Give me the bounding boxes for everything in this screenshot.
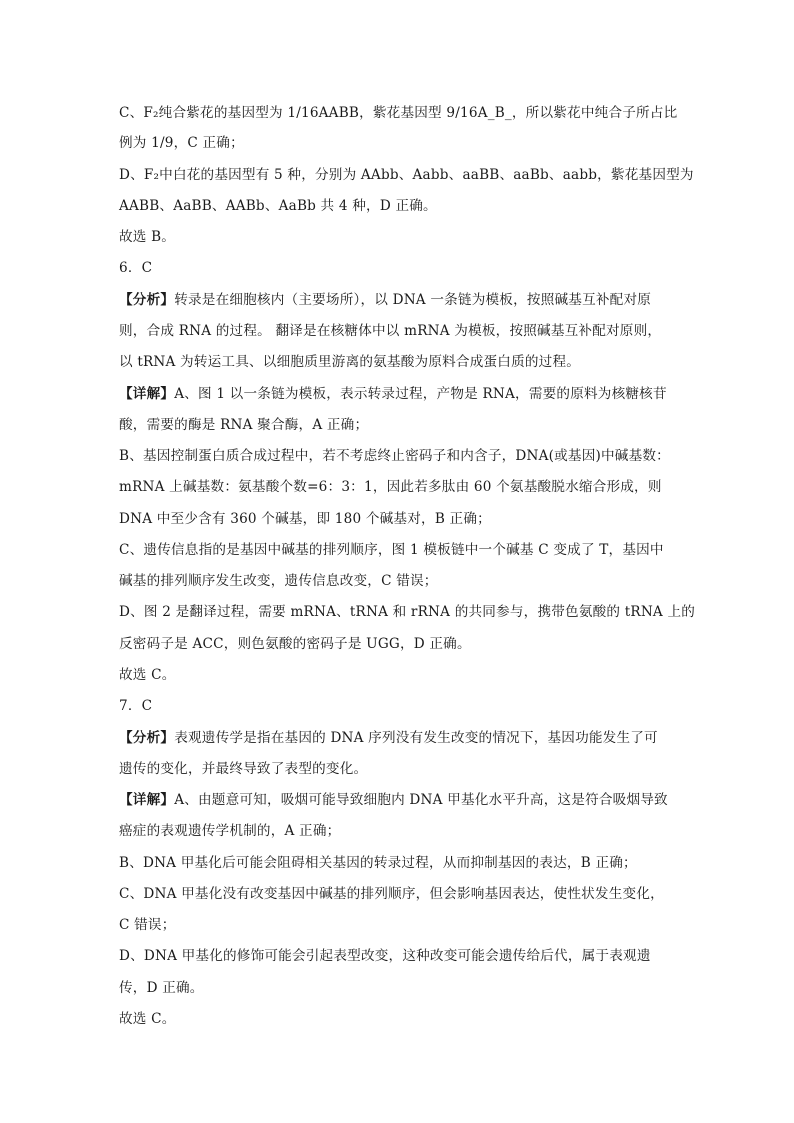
text-segment: 转录是在细胞核内（主要场所），以 DNA 一条链为模板，按照碱基互补配对原	[174, 292, 652, 308]
text-line: 故选 B。	[119, 229, 176, 245]
question-number: 6．C	[119, 260, 153, 276]
text-line: 故选 C。	[119, 1011, 176, 1027]
text-line: 癌症的表观遗传学机制的，A 正确；	[119, 823, 341, 839]
question-number: 7．C	[119, 698, 153, 714]
text-line: C、遗传信息指的是基因中碱基的排列顺序，图 1 模板链中一个碱基 C 变成了 T，基因中	[119, 542, 664, 558]
detail-paragraph	[119, 384, 679, 404]
text-line: mRNA 上碱基数：氨基酸个数=6：3：1，因此若多肽由 60 个氨基酸脱水缩合形成，则	[119, 479, 662, 495]
text-segment: A、由题意可知，吸烟可能导致细胞内 DNA 甲基化水平升高，这是符合吸烟导致	[174, 792, 668, 808]
text-line: 故选 C。	[119, 667, 176, 683]
detail-tag: 【详解】	[119, 792, 175, 808]
detail-paragraph	[119, 790, 679, 810]
analysis-paragraph	[119, 728, 679, 748]
analysis-paragraph	[119, 290, 679, 310]
analysis-tag: 【分析】	[119, 292, 175, 308]
analysis-tag: 【分析】	[119, 730, 175, 746]
text-line: B、DNA 甲基化后可能会阻碍相关基因的转录过程，从而抑制基因的表达，B 正确；	[119, 855, 637, 871]
detail-tag: 【详解】	[119, 386, 175, 402]
text-segment: A、图 1 以一条链为模板，表示转录过程，产物是 RNA，需要的原料为核糖核苷	[174, 386, 667, 402]
text-line: 反密码子是 ACC，则色氨酸的密码子是 UGG，D 正确。	[119, 636, 471, 652]
text-line: AABB、AaBB、AABb、AaBb 共 4 种，D 正确。	[119, 198, 437, 214]
text-line: C、DNA 甲基化没有改变基因中碱基的排列顺序，但会影响基因表达，使性状发生变化，	[119, 886, 664, 902]
text-line: D、DNA 甲基化的修饰可能会引起表型改变，这种改变可能会遗传给后代，属于表观遗	[119, 948, 651, 964]
text-line: 传，D 正确。	[119, 980, 204, 996]
text-segment: 表观遗传学是指在基因的 DNA 序列没有发生改变的情况下，基因功能发生了可	[174, 730, 658, 746]
text-line: 遗传的变化，并最终导致了表型的变化。	[119, 761, 368, 777]
text-line: C、F₂纯合紫花的基因型为 1/16AABB，紫花基因型 9/16A_B_，所以紫花中纯合子所占比	[119, 105, 678, 121]
text-line: 则，合成 RNA 的过程。 翻译是在核糖体中以 mRNA 为模板，按照碱基互补配对原则，	[119, 323, 662, 339]
text-line: 碱基的排列顺序发生改变，遗传信息改变，C 错误；	[119, 573, 438, 589]
text-line: D、F₂中白花的基因型有 5 种，分别为 AAbb、Aabb、aaBB、aaBb、aabb，紫花基因型为	[119, 167, 694, 183]
text-line: C 错误；	[119, 917, 176, 933]
text-line: B、基因控制蛋白质合成过程中，若不考虑终止密码子和内含子，DNA(或基因)中碱基数：	[119, 448, 670, 464]
text-line: DNA 中至少含有 360 个碱基，即 180 个碱基对，B 正确；	[119, 511, 491, 527]
text-line: 酸，需要的酶是 RNA 聚合酶，A 正确；	[119, 417, 369, 433]
text-line: 例为 1/9，C 正确；	[119, 135, 244, 151]
text-line: D、图 2 是翻译过程，需要 mRNA、tRNA 和 rRNA 的共同参与，携带色氨酸的 tRNA 上的	[119, 604, 696, 620]
text-line: 以 tRNA 为转运工具、以细胞质里游离的氨基酸为原料合成蛋白质的过程。	[119, 354, 581, 370]
